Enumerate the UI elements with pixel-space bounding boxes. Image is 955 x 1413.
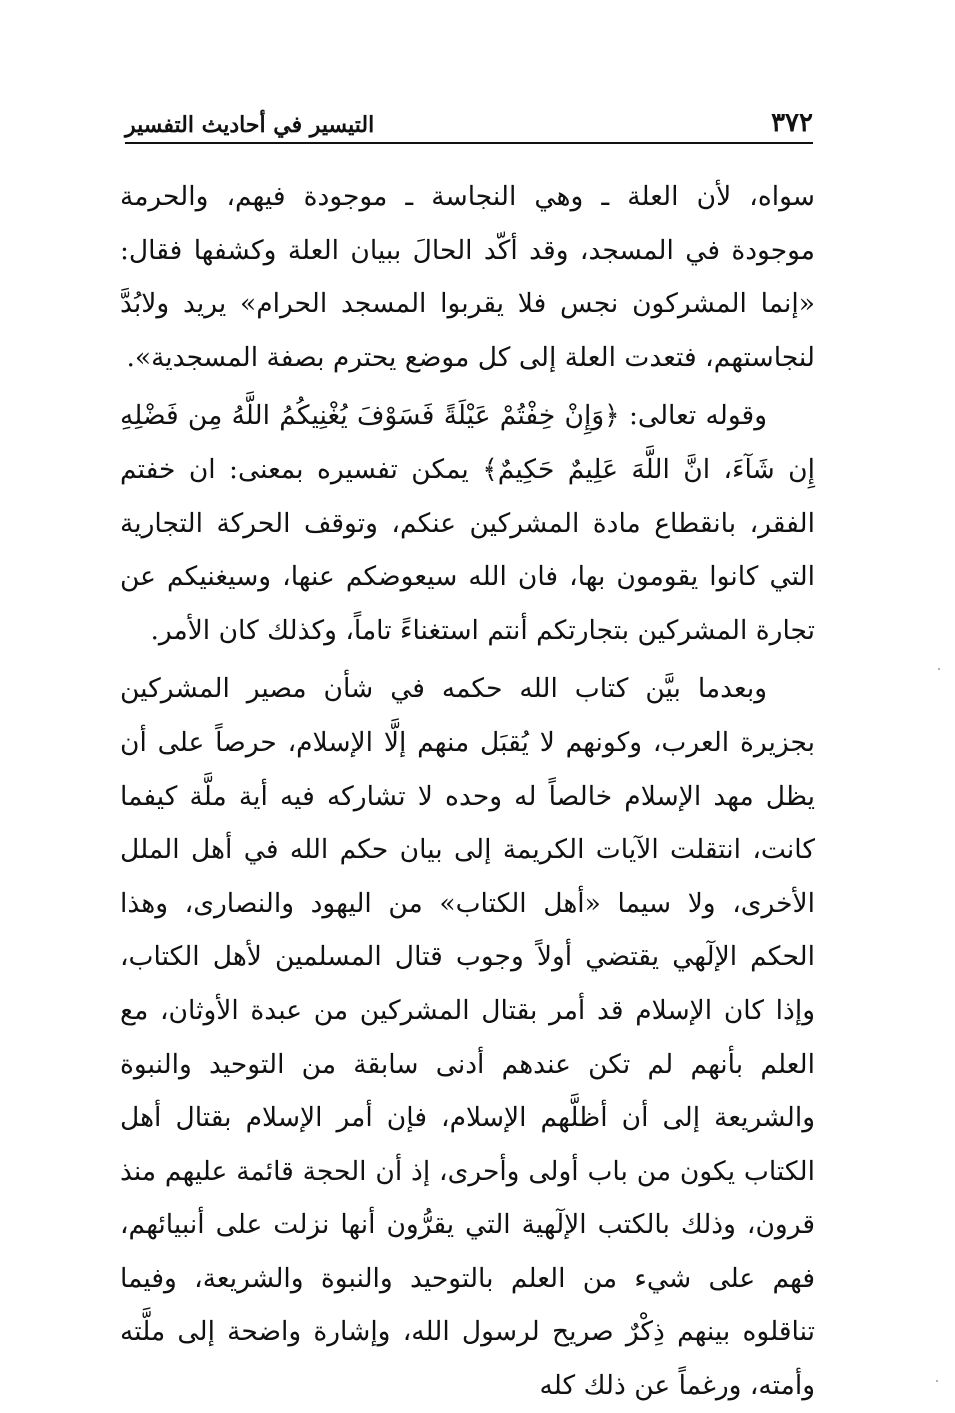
running-header — [125, 100, 813, 144]
paragraph: وبعدما بيَّن كتاب الله حكمه في شأن مصير المشركين بجزيرة العرب، وكونهم لا يُقبَل منهم إلَّا الإسلام، حرصاً على أن يظل مهد الإسلام خالصاً له وحده لا تشاركه فيه أية ملَّة كيفما كانت، انتقلت الآيات الكريمة إلى بيان حكم الله في أهل الملل الأخرى، ولا سيما «أهل الكتاب» من اليهود والنصارى، وهذا الحكم الإلٓهي يقتضي أولاً وجوب قتال المسلمين لأهل الكتاب، وإذا كان الإسلام قد أمر بقتال المشركين من عبدة الأوثان، مع العلم بأنهم لم تكن عندهم أدنى سابقة من التوحيد والنبوة والشريعة إلى أن أظلَّهم الإسلام، فإن أمر الإسلام بقتال أهل الكتاب يكون من باب أولى وأحرى، إذ أن الحجة قائمة عليهم منذ قرون، وذلك بالكتب الإلٓهية التي يقرُّون أنها نزلت على أنبيائهم، فهم على شيء من العلم بالتوحيد والنبوة والشريعة، وفيما تناقلوه بينهم ذِكْرٌ صريح لرسول الله، وإشارة واضحة إلى ملَّته وأمته، ورغماً عن ذلك كله — [120, 673, 815, 1402]
paragraph: وقوله تعالى: ﴿وَإِنْ خِفْتُمْ عَيْلَةً فَسَوْفَ يُغْنِيكُمُ اللَّهُ مِن فَضْلِهِ إِن شَآءَ، انَّ اللَّهَ عَلِيمٌ حَكِيمٌ﴾ يمكن تفسيره بمعنى: ان خفتم الفقر، بانقطاع مادة المشركين عنكم، وتوقف الحركة التجارية التي كانوا يقومون بها، فان الله سيعوضكم عنها، وسيغنيكم عن تجارة المشركين بتجارتكم أنتم استغناءً تاماً، وكذلك كان الأمر. — [120, 400, 815, 646]
scan-speck — [936, 1380, 938, 1382]
page-number: ٣٧٢ — [771, 108, 813, 138]
book-title: التيسير في أحاديث التفسير — [125, 112, 375, 138]
scan-speck — [938, 668, 940, 670]
paragraph: سواه، لأن العلة ـ وهي النجاسة ـ موجودة فيهم، والحرمة موجودة في المسجد، وقد أكّد الحالَ ببيان العلة وكشفها فقال: «إنما المشركون نجس فلا يقربوا المسجد الحرام» يريد ولابُدَّ لنجاستهم، فتعدت العلة إلى كل موضع يحترم بصفة المسجدية». — [120, 181, 815, 373]
body-text — [120, 170, 815, 1413]
